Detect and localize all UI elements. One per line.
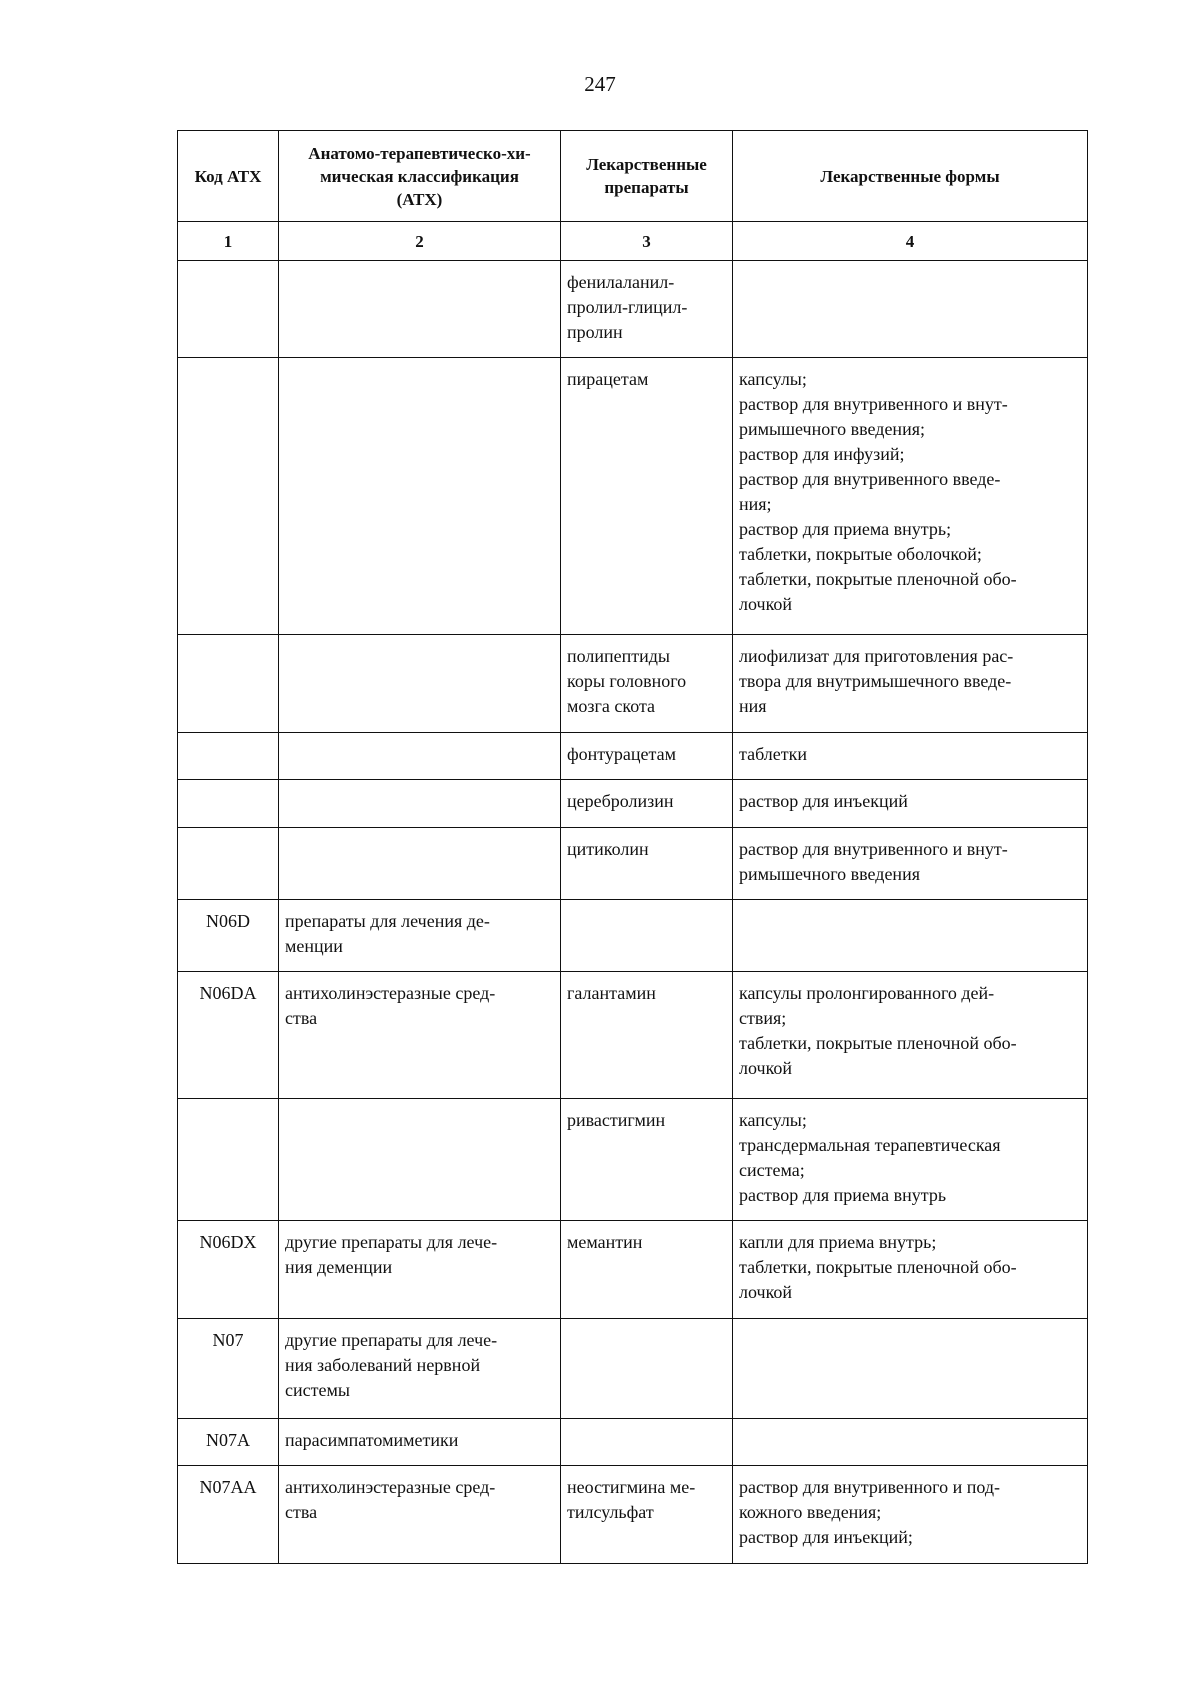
table-row	[178, 900, 1088, 972]
table-row	[178, 733, 1088, 780]
dosage-forms-cell	[733, 261, 1088, 358]
drug-cell	[561, 1419, 733, 1466]
dosage-forms-cell: капсулы; трансдермальная терапевтическая система; раствор для приема внутрь	[733, 1099, 1088, 1221]
table-row	[178, 828, 1088, 900]
drug-cell: неостигмина ме- тилсульфат	[561, 1466, 733, 1564]
classification-cell	[279, 733, 561, 780]
classification-cell	[279, 828, 561, 900]
dosage-forms-cell	[733, 1319, 1088, 1419]
atx-code-cell	[178, 261, 279, 358]
classification-cell: препараты для лечения де- менции	[279, 900, 561, 972]
table-row	[178, 780, 1088, 828]
drug-cell: пирацетам	[561, 358, 733, 635]
classification-cell	[279, 358, 561, 635]
dosage-forms-cell: капсулы пролонгированного дей- ствия; таблетки, покрытые пленочной обо- лочкой	[733, 972, 1088, 1099]
table-body	[178, 261, 1088, 1564]
drug-cell: церебролизин	[561, 780, 733, 828]
header-row	[178, 131, 1088, 222]
page-number: 247	[584, 72, 616, 96]
classification-cell: парасимпатомиметики	[279, 1419, 561, 1466]
atx-code-cell	[178, 780, 279, 828]
classification-cell	[279, 635, 561, 733]
column-number: 1	[178, 222, 279, 261]
dosage-forms-cell: раствор для внутривенного и внут- римышечного введения	[733, 828, 1088, 900]
atx-drug-table	[177, 130, 1088, 1564]
dosage-forms-cell	[733, 900, 1088, 972]
atx-code-cell	[178, 358, 279, 635]
column-number: 4	[733, 222, 1088, 261]
header-atx-code: Код АТХ	[178, 131, 279, 222]
table-row	[178, 1419, 1088, 1466]
drug-cell: фенилаланил- пролил-глицил- пролин	[561, 261, 733, 358]
drug-cell: фонтурацетам	[561, 733, 733, 780]
atx-code-cell: N06DX	[178, 1221, 279, 1319]
table-row	[178, 972, 1088, 1099]
classification-cell	[279, 261, 561, 358]
atx-code-cell	[178, 635, 279, 733]
header-drugs: Лекарственные препараты	[561, 131, 733, 222]
column-number-row	[178, 222, 1088, 261]
table-row	[178, 1099, 1088, 1221]
classification-cell: антихолинэстеразные сред- ства	[279, 1466, 561, 1564]
column-number: 2	[279, 222, 561, 261]
atx-code-cell: N07	[178, 1319, 279, 1419]
drug-cell: цитиколин	[561, 828, 733, 900]
atx-code-cell: N06DA	[178, 972, 279, 1099]
table-row	[178, 635, 1088, 733]
table-row	[178, 1466, 1088, 1564]
dosage-forms-cell: таблетки	[733, 733, 1088, 780]
table-header	[178, 131, 1088, 261]
drug-cell: ривастигмин	[561, 1099, 733, 1221]
drug-cell: полипептиды коры головного мозга скота	[561, 635, 733, 733]
atx-code-cell: N06D	[178, 900, 279, 972]
drug-cell: галантамин	[561, 972, 733, 1099]
header-dosage-forms: Лекарственные формы	[733, 131, 1088, 222]
table-row	[178, 358, 1088, 635]
classification-cell: другие препараты для лече- ния заболеваний нервной системы	[279, 1319, 561, 1419]
classification-cell	[279, 1099, 561, 1221]
classification-cell: антихолинэстеразные сред- ства	[279, 972, 561, 1099]
drug-cell	[561, 1319, 733, 1419]
dosage-forms-cell	[733, 1419, 1088, 1466]
drug-cell: мемантин	[561, 1221, 733, 1319]
dosage-forms-cell: раствор для инъекций	[733, 780, 1088, 828]
table-row	[178, 1319, 1088, 1419]
table-row	[178, 1221, 1088, 1319]
atx-code-cell	[178, 828, 279, 900]
atx-code-cell	[178, 1099, 279, 1221]
dosage-forms-cell: раствор для внутривенного и под- кожного введения; раствор для инъекций;	[733, 1466, 1088, 1564]
dosage-forms-cell: лиофилизат для приготовления рас- твора для внутримышечного введе- ния	[733, 635, 1088, 733]
dosage-forms-cell: капсулы; раствор для внутривенного и внут- римышечного введения; раствор для инфузий; раствор для внутривенного введе- ния; раствор для приема внутрь; таблетки, покрытые оболочкой; таблетки, покрытые пленочной обо- лочкой	[733, 358, 1088, 635]
table-row	[178, 261, 1088, 358]
dosage-forms-cell: капли для приема внутрь; таблетки, покрытые пленочной обо- лочкой	[733, 1221, 1088, 1319]
column-number: 3	[561, 222, 733, 261]
classification-cell: другие препараты для лече- ния деменции	[279, 1221, 561, 1319]
header-atx-classification: Анатомо-терапевтическо-хи- мическая классификация (АТХ)	[279, 131, 561, 222]
atx-code-cell: N07A	[178, 1419, 279, 1466]
drug-cell	[561, 900, 733, 972]
classification-cell	[279, 780, 561, 828]
atx-code-cell	[178, 733, 279, 780]
atx-code-cell: N07AA	[178, 1466, 279, 1564]
